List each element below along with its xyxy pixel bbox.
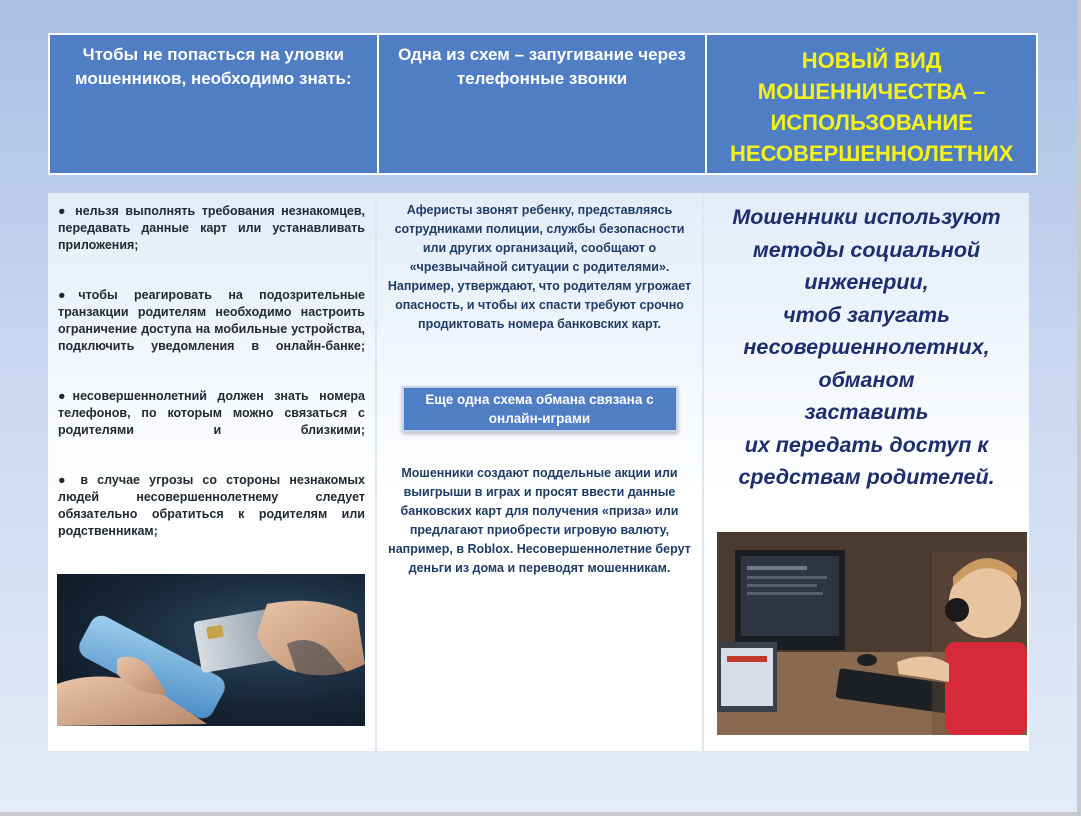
- online-games-scheme-box: Еще одна схема обмана связана с онлайн-играми: [402, 386, 678, 432]
- column-new-fraud: [702, 193, 1029, 751]
- text-line: чтоб запугать: [783, 302, 950, 327]
- photo-child-at-computer: [717, 532, 1027, 735]
- header-col-phone-scheme: Одна из схем – запугивание через телефонные звонки: [379, 35, 708, 173]
- child-computer-illustration: [717, 532, 1027, 735]
- text-line: Мошенники используют: [732, 205, 1001, 229]
- scheme-description: Аферисты звонят ребенку, представляясь сотрудниками полиции, службы безопасности или других организаций, сообщают о «чрезвычайной ситуации с родителями».: [394, 203, 685, 274]
- header-col-tips: Чтобы не попасться на уловки мошенников, необходимо знать:: [50, 35, 379, 173]
- photo-phone-and-card: [57, 574, 365, 726]
- column-phone-scheme: [375, 193, 702, 751]
- header-row: [48, 33, 1038, 175]
- text-line: методы социальной: [752, 237, 981, 262]
- tip-bullet: ● в случае угрозы со стороны незнакомых людей несовершеннолетнему следует обязательно обратиться к родителям или родственникам;: [58, 473, 365, 538]
- body-row: [48, 193, 1029, 751]
- header-col-new-fraud: НОВЫЙ ВИД МОШЕННИЧЕСТВА – ИСПОЛЬЗОВАНИЕ НЕСОВЕРШЕННОЛЕТНИХ: [707, 35, 1036, 173]
- tip-bullet: ●чтобы реагировать на подозрительные транзакции родителям необходимо настроить ограничение доступа на мобильные устройства, подключить уведомления в онлайн-банке;: [58, 288, 365, 353]
- text-line: средствам родителей.: [738, 465, 995, 489]
- online-games-description: Мошенники создают поддельные акции или выигрыши в играх и просят ввести данные банковских карт для получения «приза» или предлагают приобрести игровую валюту, например, в Roblox. Несовершеннолетние берут деньги из дома и переводят мошенникам.: [388, 466, 691, 575]
- tip-bullet: ●несовершеннолетний должен знать номера телефонов, по которым можно связаться с родителями и близкими;: [58, 389, 365, 437]
- text-line: их передать доступ к: [744, 432, 989, 457]
- text-line: заставить: [804, 400, 929, 424]
- text-line: инженерии,: [804, 270, 929, 294]
- phone-card-illustration: [57, 574, 365, 726]
- column-tips: [48, 193, 375, 751]
- tip-bullet: ● нельзя выполнять требования незнакомцев, передавать данные карт или устанавливать приложения;: [58, 204, 365, 252]
- scheme-example: Например, утверждают, что родителям угрожает опасность, и чтобы их спасти требуют срочно продиктовать номера банковских карт.: [387, 279, 692, 331]
- text-line: обманом: [818, 367, 915, 392]
- social-engineering-text: [708, 201, 1025, 494]
- text-line: несовершеннолетних,: [743, 335, 990, 359]
